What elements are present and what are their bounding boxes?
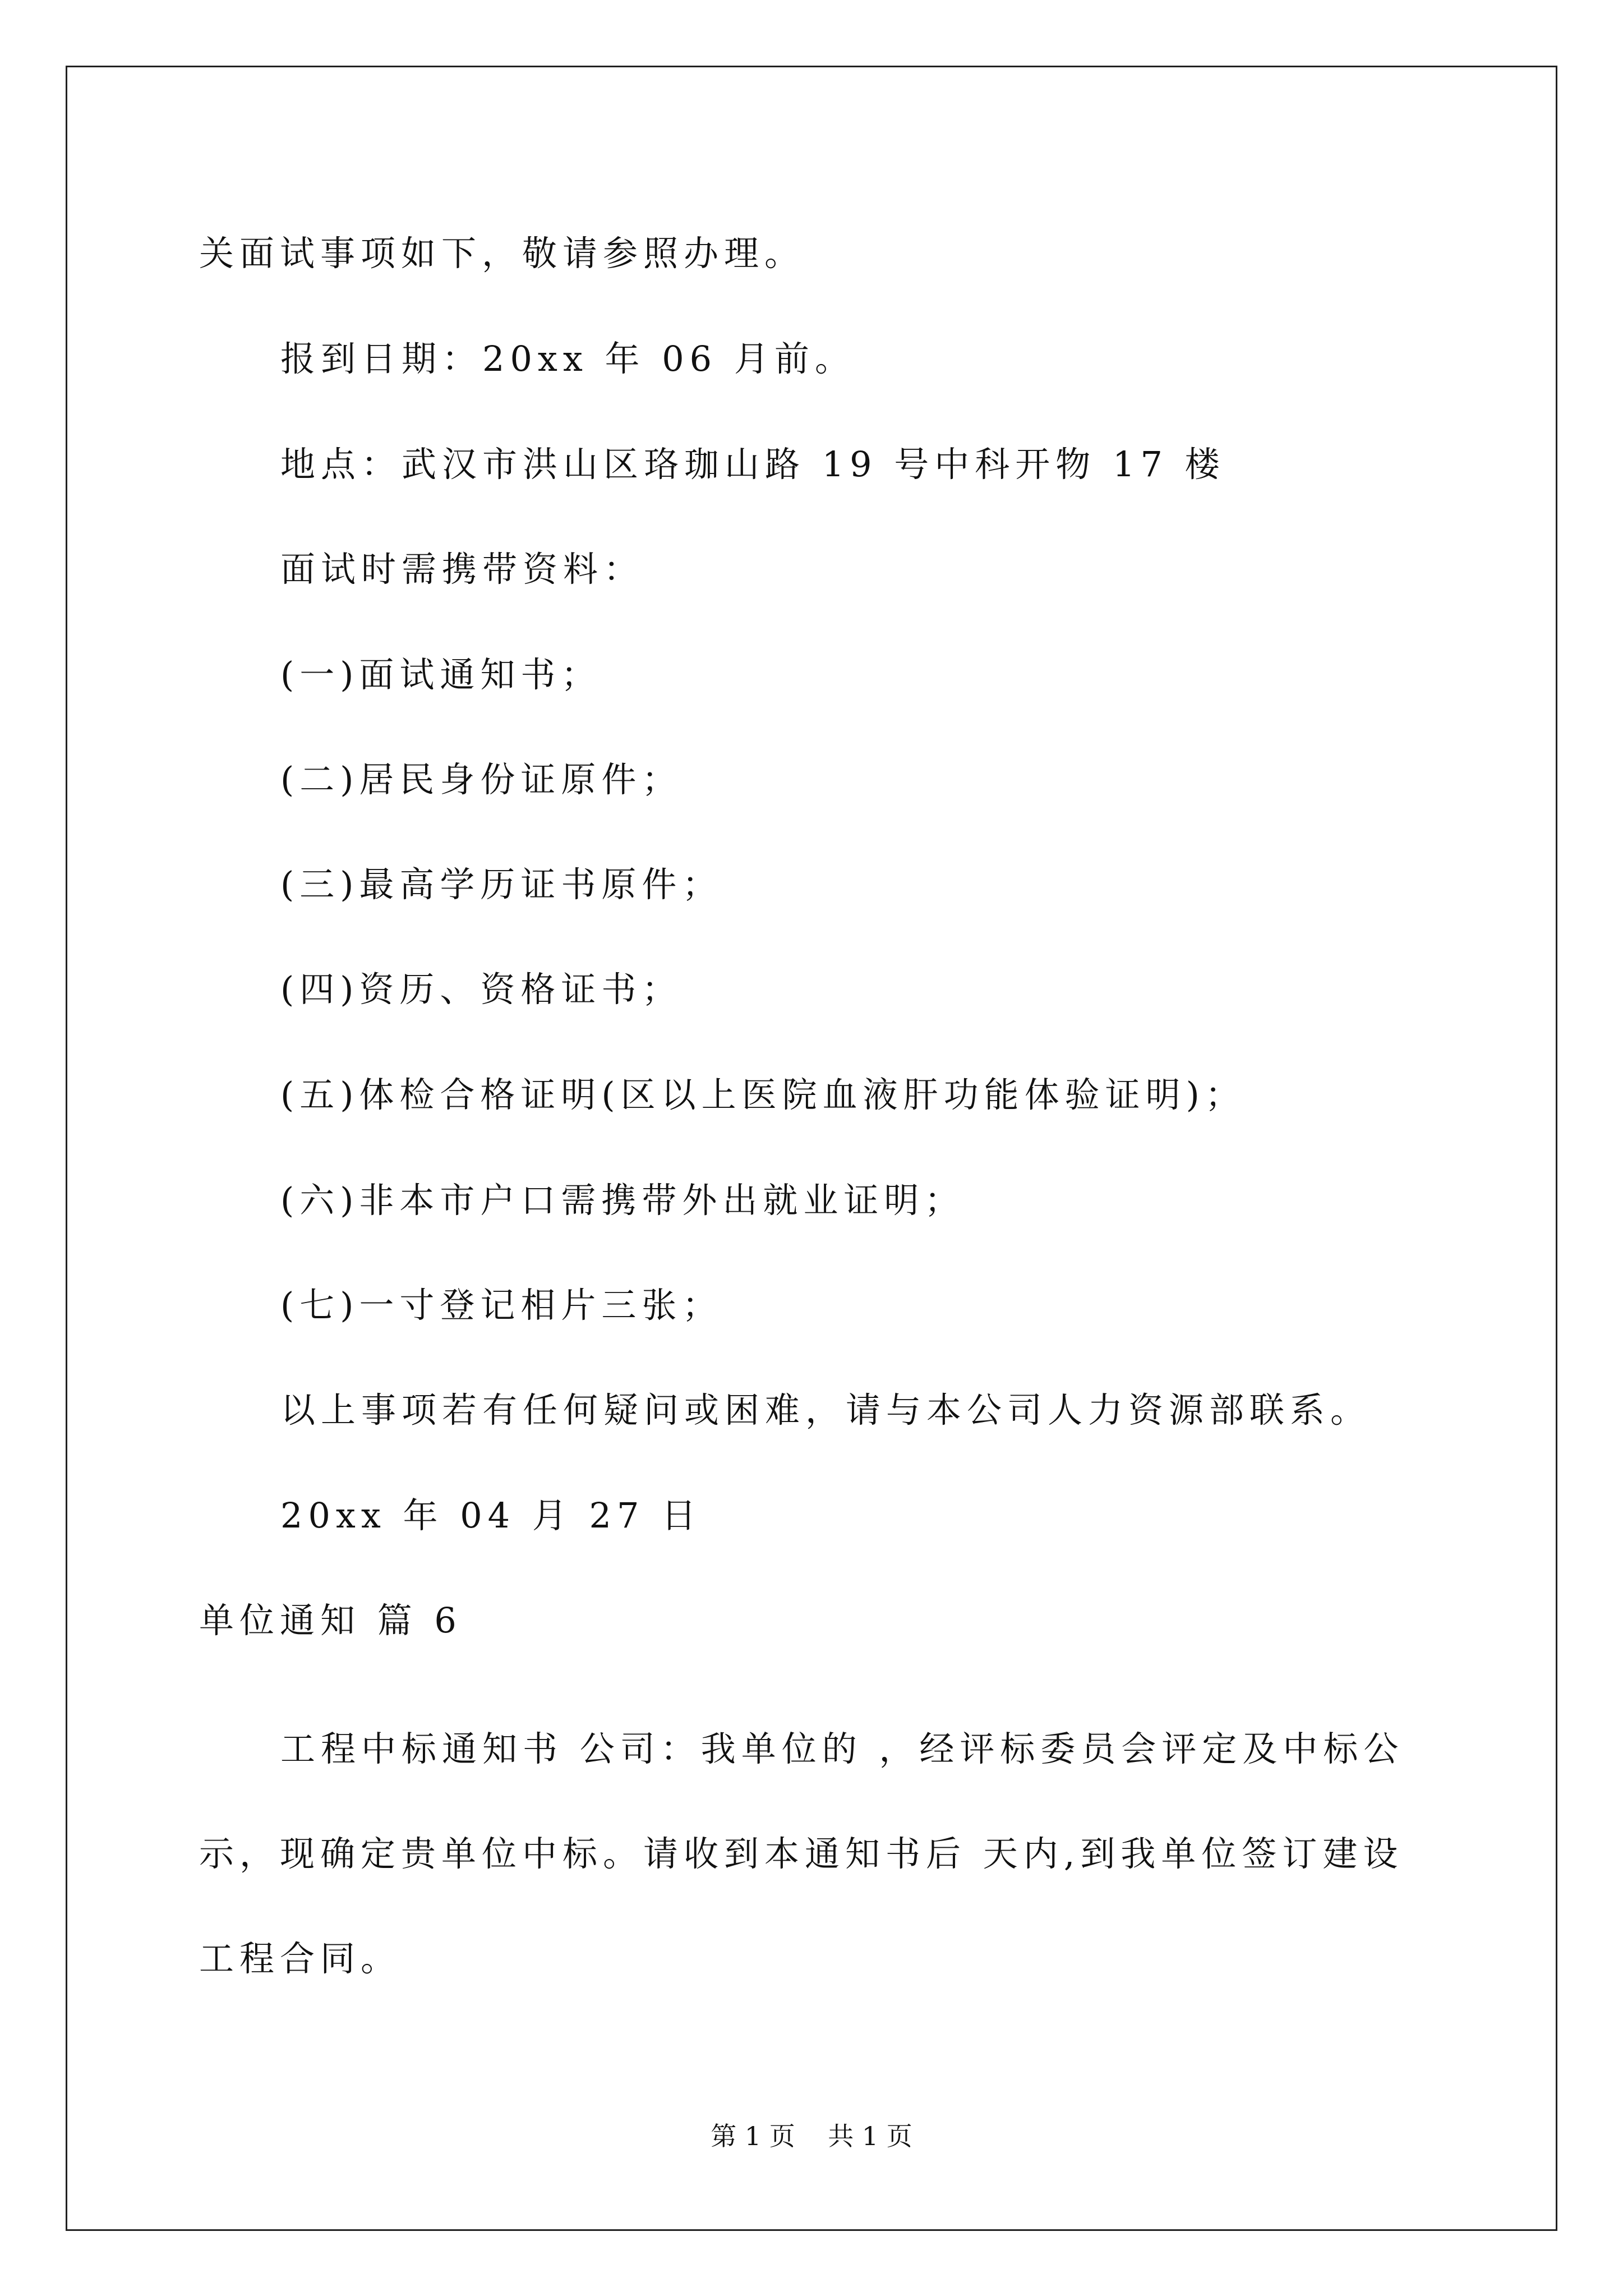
section-heading: 单位通知 篇 6 bbox=[199, 1600, 462, 1641]
text-line-1: 关面试事项如下，敬请参照办理。 bbox=[199, 233, 805, 274]
text-line-10: (六)非本市户口需携带外出就业证明； bbox=[280, 1180, 965, 1221]
text-line-5: (一)面试通知书； bbox=[280, 654, 602, 695]
text-line-16: 示，现确定贵单位中标。请收到本通知书后 天内,到我单位签订建设 bbox=[199, 1833, 1404, 1874]
text-line-12: 以上事项若有任何疑问或困难，请与本公司人力资源部联系。 bbox=[280, 1389, 1371, 1430]
text-line-2: 报到日期：20xx 年 06 月前。 bbox=[280, 338, 855, 379]
text-line-15: 工程中标通知书 公司：我单位的 ，经评标委员会评定及中标公 bbox=[280, 1728, 1404, 1769]
text-line-3: 地点：武汉市洪山区珞珈山路 19 号中科开物 17 楼 bbox=[280, 444, 1225, 485]
text-line-6: (二)居民身份证原件； bbox=[280, 759, 683, 800]
text-line-7: (三)最高学历证书原件； bbox=[280, 864, 723, 905]
text-line-11: (七)一寸登记相片三张； bbox=[280, 1285, 723, 1326]
text-line-17: 工程合同。 bbox=[199, 1938, 402, 1979]
text-line-4: 面试时需携带资料： bbox=[280, 549, 644, 590]
page-border bbox=[66, 66, 1557, 2231]
text-line-9: (五)体检合格证明(区以上医院血液肝功能体验证明)； bbox=[280, 1074, 1246, 1115]
text-line-8: (四)资历、资格证书； bbox=[280, 969, 683, 1010]
page-footer: 第 1 页 共 1 页 bbox=[711, 2121, 912, 2151]
text-line-13: 20xx 年 04 月 27 日 bbox=[280, 1495, 702, 1536]
